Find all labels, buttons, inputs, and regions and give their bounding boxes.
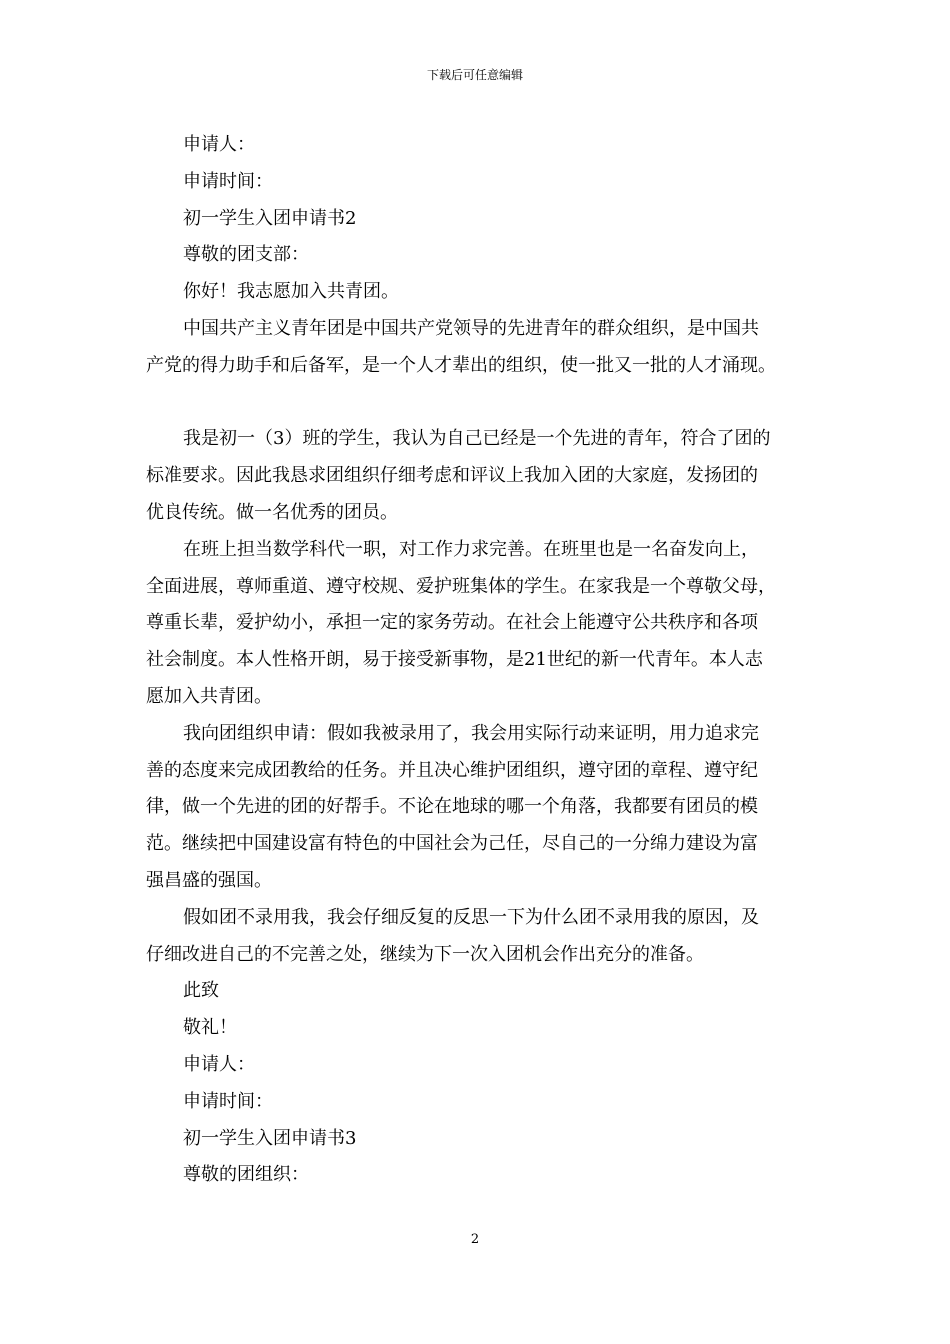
page-number: 2 (470, 1232, 480, 1247)
body-line: 全面进展，尊师重道、遵守校规、爱护班集体的学生。在家我是一个尊敬父母， (146, 575, 776, 597)
body-line: 优良传统。做一名优秀的团员。 (146, 501, 398, 523)
body-line: 你好！我志愿加入共青团。 (183, 281, 399, 303)
body-line: 善的态度来完成团教给的任务。并且决心维护团组织，遵守团的章程、遵守纪 (146, 759, 758, 781)
document-body (146, 127, 826, 1194)
body-line: 范。继续把中国建设富有特色的中国社会为己任，尽自己的一分绵力建设为富 (146, 833, 758, 855)
blank-line (146, 385, 826, 422)
page-header-note: 下载后可任意编辑 (426, 68, 523, 82)
body-line: 初一学生入团申请书3 (183, 1127, 357, 1149)
body-line: 尊敬的团组织： (183, 1164, 309, 1186)
body-line: 中国共产主义青年团是中国共产党领导的先进青年的群众组织，是中国共 (183, 317, 759, 339)
body-line: 尊重长辈，爱护幼小，承担一定的家务劳动。在社会上能遵守公共秩序和各项 (146, 612, 758, 634)
body-line: 标准要求。因此我恳求团组织仔细考虑和评议上我加入团的大家庭，发扬团的 (146, 465, 758, 487)
body-line: 申请时间： (183, 170, 273, 192)
body-line: 我是初一（3）班的学生，我认为自己已经是一个先进的青年，符合了团的 (183, 428, 771, 450)
body-line: 假如团不录用我，我会仔细反复的反思一下为什么团不录用我的原因，及 (183, 906, 759, 928)
body-line: 申请人： (183, 1053, 255, 1075)
body-line: 初一学生入团申请书2 (183, 207, 357, 229)
body-line: 尊敬的团支部： (183, 244, 309, 266)
body-line: 强昌盛的强国。 (146, 869, 272, 891)
body-line: 律，做一个先进的团的好帮手。不论在地球的哪一个角落，我都要有团员的模 (146, 796, 758, 818)
body-line: 此致 (183, 980, 219, 1002)
body-line: 仔细改进自己的不完善之处，继续为下一次入团机会作出充分的准备。 (146, 943, 704, 965)
body-line: 社会制度。本人性格开朗，易于接受新事物，是21世纪的新一代青年。本人志 (146, 649, 763, 671)
body-line: 敬礼！ (183, 1017, 237, 1039)
body-line: 愿加入共青团。 (146, 685, 272, 707)
body-line: 产党的得力助手和后备军，是一个人才辈出的组织，使一批又一批的人才涌现。 (146, 354, 776, 376)
body-line: 我向团组织申请：假如我被录用了，我会用实际行动来证明，用力追求完 (183, 722, 759, 744)
body-line: 申请时间： (183, 1090, 273, 1112)
body-line: 申请人： (183, 134, 255, 155)
body-line: 在班上担当数学科代一职，对工作力求完善。在班里也是一名奋发向上， (183, 538, 759, 560)
